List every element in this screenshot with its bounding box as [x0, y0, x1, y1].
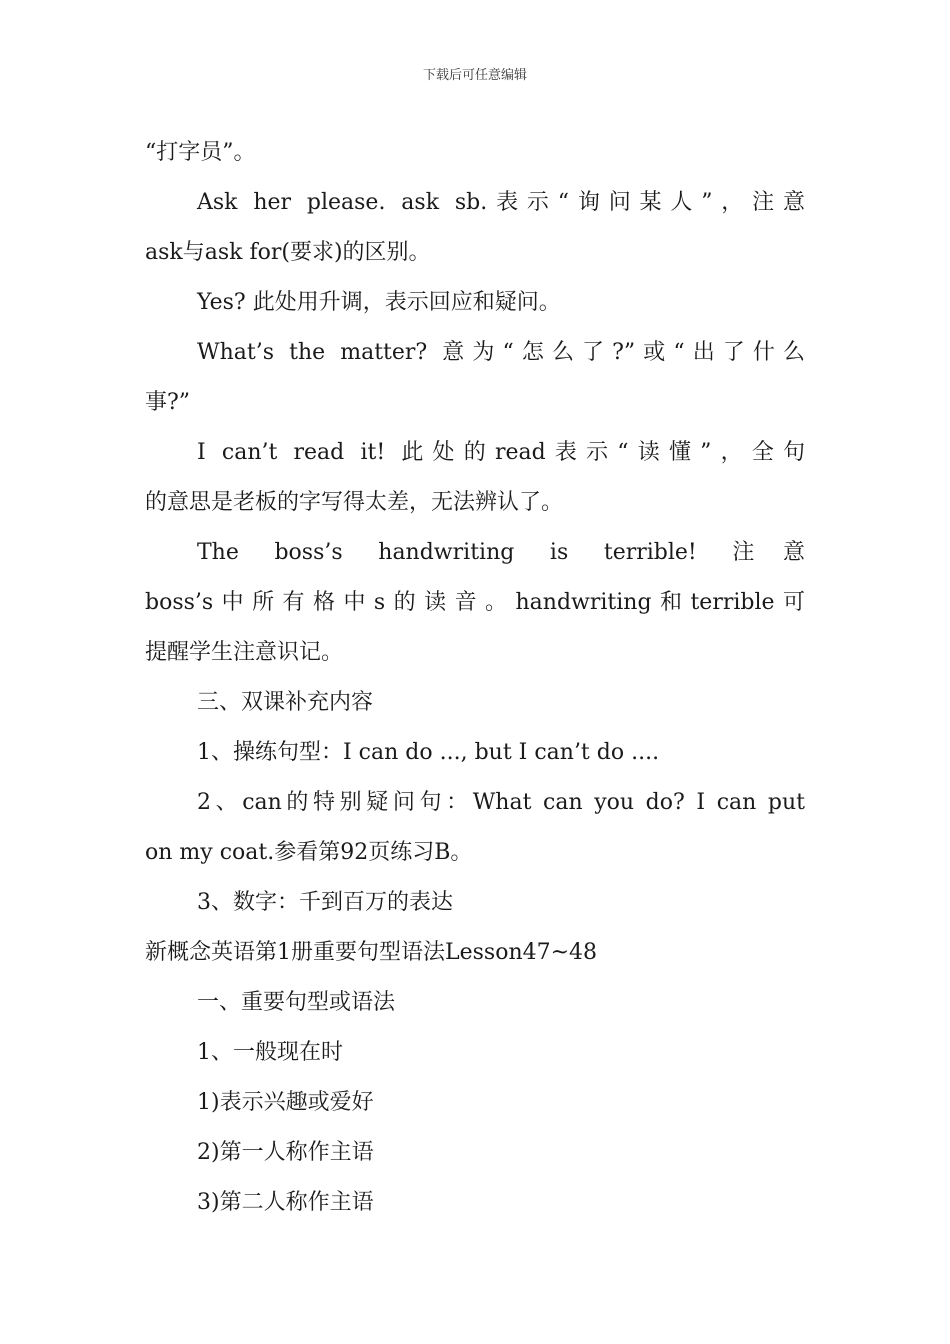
text-line: Ask her please. ask sb.表示“询问某人”，注意 [197, 190, 805, 215]
text-line: 1、一般现在时 [197, 1040, 343, 1065]
lesson-title: 新概念英语第1册重要句型语法Lesson47~48 [145, 940, 598, 965]
page-header: 下载后可任意编辑 [422, 68, 527, 83]
text-line: 事?” [145, 390, 191, 415]
text-line: ask与ask for(要求)的区别。 [145, 240, 431, 265]
text-line: What’s the matter? 意为“怎么了?”或“出了什么 [197, 340, 805, 365]
text-line: boss’s中所有格中s的读音。handwriting和terrible可 [145, 590, 805, 615]
text-line: 提醒学生注意识记。 [145, 640, 344, 665]
text-line: 2)第一人称作主语 [197, 1140, 374, 1165]
document-body [145, 128, 805, 1228]
text-line: The boss’s handwriting is terrible! 注意 [197, 540, 805, 565]
text-line: 3、数字：千到百万的表达 [197, 890, 453, 915]
text-line: I can’t read it! 此处的read表示“读懂”，全句 [197, 440, 805, 465]
section-heading: 一、重要句型或语法 [197, 990, 396, 1015]
text-line: Yes? 此处用升调，表示回应和疑问。 [197, 290, 561, 315]
section-heading: 三、双课补充内容 [197, 690, 374, 715]
text-line: 1、操练句型：I can do ..., but I can’t do .... [197, 740, 660, 765]
text-line: 的意思是老板的字写得太差，无法辨认了。 [145, 490, 564, 515]
text-line: 1)表示兴趣或爱好 [197, 1090, 374, 1115]
text-line: “打字员”。 [145, 140, 256, 165]
text-line: on my coat.参看第92页练习B。 [145, 840, 473, 865]
text-line: 3)第二人称作主语 [197, 1190, 374, 1215]
text-line: 2、can的特别疑问句：What can you do? I can put [197, 790, 805, 815]
